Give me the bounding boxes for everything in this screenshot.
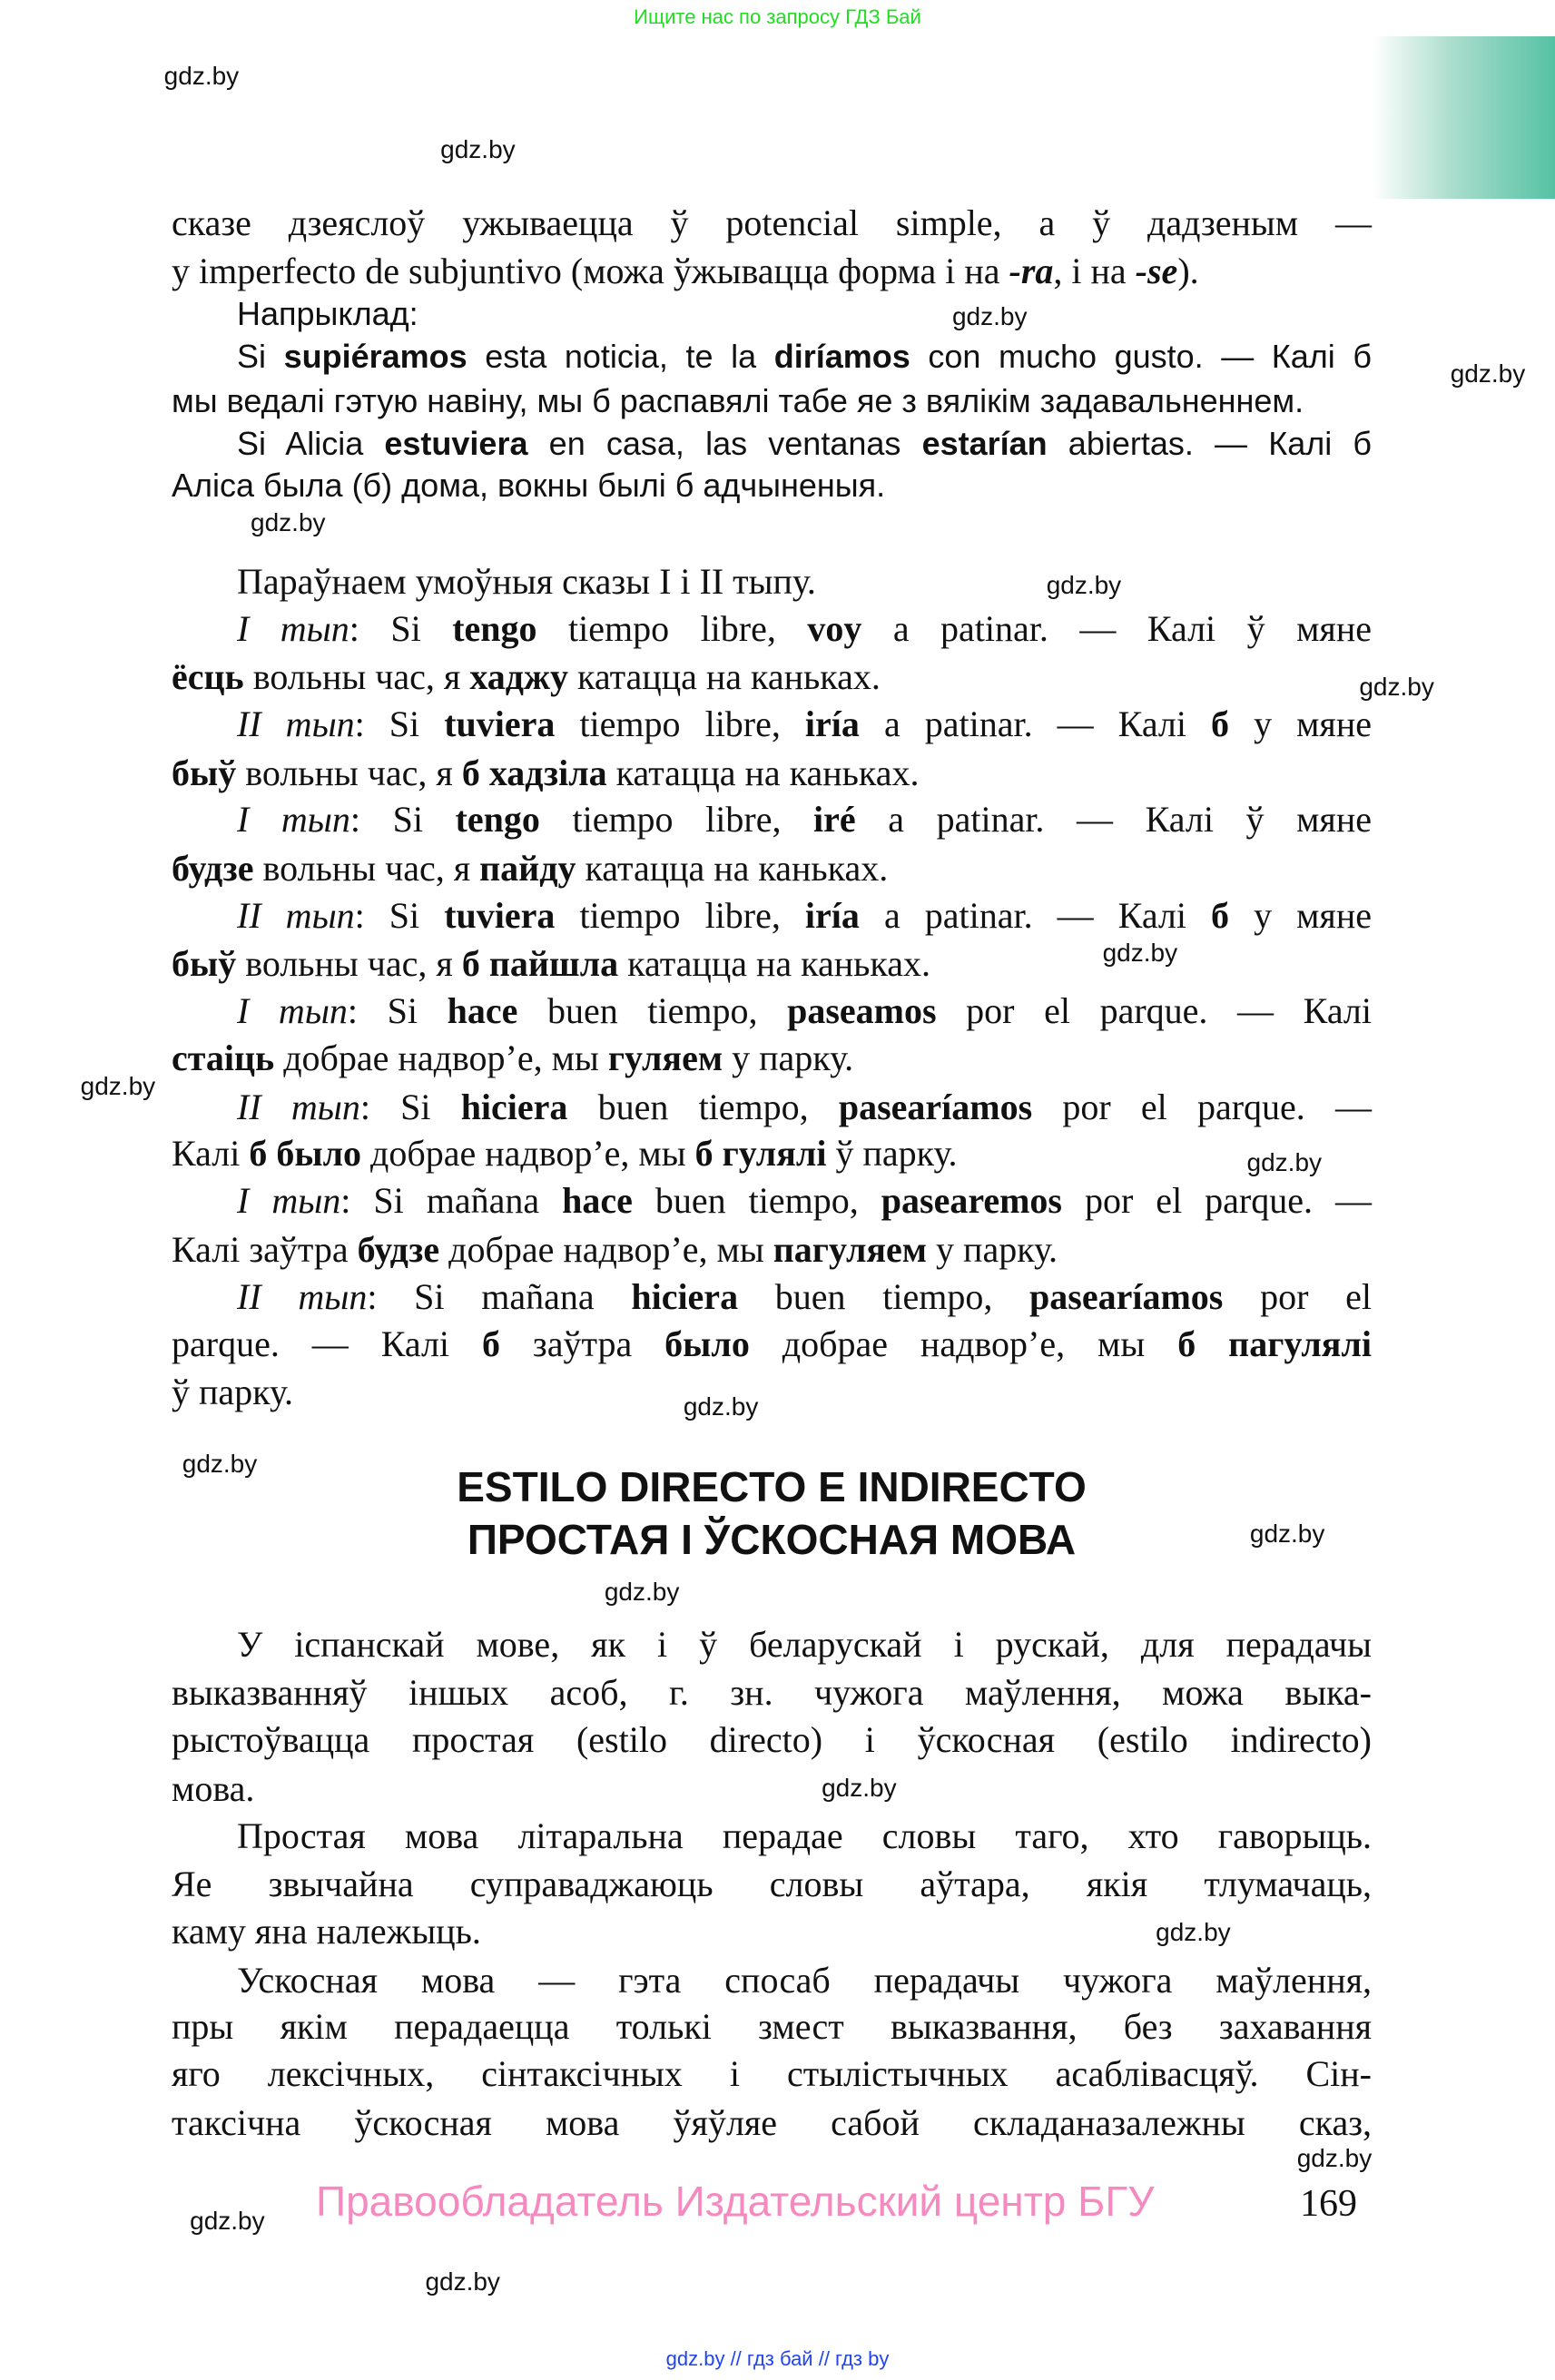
text-run: каму яна належыць. [172, 1911, 481, 1952]
text-line [172, 1621, 1372, 1668]
bold-text: supiéramos [283, 338, 467, 376]
text-line [172, 1130, 1372, 1177]
bold-text: voy [807, 607, 862, 649]
bold-text: будзе [357, 1228, 440, 1270]
watermark: gdz.by [1246, 1147, 1323, 1176]
text-line [172, 1084, 1372, 1131]
text-line [172, 200, 1372, 247]
watermark: gdz.by [1359, 672, 1434, 701]
text-run: ў парку. [826, 1133, 958, 1175]
watermark: gdz.by [1156, 1917, 1231, 1946]
text-line [172, 654, 1372, 701]
bold-text: diríamos [773, 338, 910, 376]
text-run: buen tiempo, [567, 1086, 839, 1127]
text-line [172, 1369, 1372, 1416]
text-line [172, 1861, 1372, 1908]
watermark: gdz.by [190, 2206, 265, 2235]
bold-text: б хадзіла [461, 752, 607, 793]
text-run: por el parque. — Калі [936, 990, 1372, 1032]
text-run: таксічна ўскосная мова ўяўляе сабой складаназалежны сказ, [172, 2101, 1372, 2143]
watermark: gdz.by [1046, 570, 1122, 599]
text-run: яго лексічных, сінтаксічных і стылістычных асаблівасцяў. Сін- [172, 2053, 1372, 2095]
text-line [172, 845, 1372, 892]
text-run: вольны час, я [243, 656, 470, 698]
bold-text: tengo [455, 799, 540, 841]
text-line [172, 558, 1372, 605]
text-line [172, 2003, 1372, 2051]
bold-text: tengo [452, 607, 537, 649]
bold-text: б пагулялі [1177, 1323, 1372, 1364]
text-run: : Si [354, 894, 445, 936]
text-run: у мяне [1229, 894, 1372, 936]
text-run: ). [1177, 251, 1199, 292]
bold-text: гуляем [607, 1038, 723, 1079]
bold-text: пагуляем [773, 1228, 928, 1270]
text-line [172, 1226, 1372, 1274]
rights-holder-notice: Правообладатель Издательский центр БГУ [316, 2178, 1155, 2225]
text-run: Напрыклад: [237, 295, 418, 333]
text-run: заўтра [499, 1323, 665, 1364]
watermark: gdz.by [182, 1450, 258, 1479]
text-line [172, 1177, 1372, 1224]
text-run: : Si [349, 799, 456, 841]
text-run: tiempo libre, [536, 607, 808, 649]
text-run: Калі заўтра [172, 1228, 358, 1270]
text-run: a patinar. — Калі [859, 894, 1212, 936]
text-run: tiempo libre, [539, 799, 814, 841]
text-line [172, 1321, 1372, 1368]
page-number: 169 [1300, 2183, 1357, 2225]
text-line [172, 2100, 1372, 2147]
bold-italic-text: -se [1135, 251, 1178, 292]
text-run: buen tiempo, [632, 1180, 881, 1222]
italic-text: I тып [237, 799, 350, 841]
text-line [172, 248, 1372, 295]
text-run: tiempo libre, [555, 703, 805, 745]
bold-text: было [664, 1323, 750, 1364]
bold-text: hace [447, 990, 518, 1032]
bold-text: tuviera [444, 703, 556, 745]
bold-text: hace [562, 1180, 633, 1222]
text-run: por el [1223, 1275, 1372, 1317]
bold-text: pasearíamos [1029, 1275, 1224, 1317]
watermark: gdz.by [80, 1071, 156, 1100]
text-run: Яе звычайна суправаджаюць словы аўтара, якія тлумачаць, [172, 1864, 1372, 1905]
text-run: : Si [347, 990, 448, 1032]
text-line [172, 892, 1372, 939]
watermark: gdz.by [822, 1773, 897, 1802]
bold-text: hiciera [460, 1086, 568, 1127]
bold-text: б пайшла [461, 943, 619, 985]
text-run: abiertas. — Калі б [1047, 424, 1372, 462]
text-run: buen tiempo, [517, 990, 788, 1032]
text-line [172, 378, 1372, 425]
bold-text: хаджу [469, 656, 569, 698]
text-run: рыстоўвацца простая (estilo directo) і ўскосная (estilo indirecto) [172, 1719, 1372, 1761]
bold-text: быў [172, 943, 237, 985]
text-run: вольны час, я [236, 943, 462, 985]
page-corner-decoration [1373, 36, 1555, 199]
text-run: мова. [172, 1767, 255, 1809]
text-run: вольны час, я [253, 847, 480, 889]
text-run: Si [237, 338, 284, 376]
text-line [172, 750, 1372, 797]
bold-text: pasearíamos [838, 1086, 1033, 1127]
text-line [172, 462, 1372, 509]
text-run: Калі [172, 1133, 250, 1175]
text-run: катацца на каньках. [576, 847, 889, 889]
watermark: gdz.by [425, 2267, 500, 2296]
text-line [172, 605, 1372, 653]
bold-text: будзе [172, 847, 254, 889]
text-run: добрае надвор’е, мы [361, 1133, 695, 1175]
text-run: : Si mañana [340, 1180, 563, 1222]
text-run: , і на [1053, 251, 1136, 292]
bold-text: estarían [921, 424, 1048, 462]
text-run: у парку. [927, 1228, 1058, 1270]
bold-text: б было [249, 1133, 362, 1175]
bold-text: pasearemos [881, 1180, 1062, 1222]
watermark: gdz.by [1249, 1519, 1325, 1549]
text-run: con mucho gusto. — Калі б [910, 338, 1373, 376]
watermark: gdz.by [683, 1392, 759, 1421]
bold-text: hiciera [631, 1275, 739, 1317]
text-line [172, 940, 1372, 988]
text-line [172, 1035, 1372, 1082]
bold-text: tuviera [444, 894, 556, 936]
watermark: gdz.by [163, 62, 240, 91]
text-run: у мяне [1229, 703, 1372, 745]
text-run: parque. — Калі [172, 1323, 482, 1364]
bold-text: iré [813, 799, 856, 841]
text-run: a patinar. — Калі ў мяне [855, 799, 1372, 841]
text-run: выказванняў іншых асоб, г. зн. чужога маўлення, можа выка- [172, 1672, 1372, 1714]
bold-text: быў [172, 752, 237, 793]
text-line [172, 796, 1372, 843]
section-heading-spanish: ESTILO DIRECTO E INDIRECTO [457, 1463, 1087, 1510]
text-run: en casa, las ventanas [527, 424, 922, 462]
text-run: катацца на каньках. [606, 752, 920, 793]
text-run: : Si [354, 703, 445, 745]
text-line [172, 2051, 1372, 2098]
bold-text: ёсць [172, 656, 244, 698]
italic-text: I тып [237, 990, 348, 1032]
bold-text: б [1211, 894, 1230, 936]
text-run: добрае надвор’е, мы [749, 1323, 1178, 1364]
text-run: : Si mañana [367, 1275, 632, 1317]
italic-text: II тып [237, 1275, 368, 1317]
text-line [172, 1957, 1372, 2004]
bold-text: iría [804, 703, 860, 745]
bold-italic-text: -ra [1009, 251, 1054, 292]
text-line [172, 701, 1372, 748]
text-run: ў парку. [172, 1372, 294, 1413]
text-run: Простая мова літаральна перадае словы таго, хто гаворыць. [237, 1815, 1372, 1856]
bold-text: б [1211, 703, 1230, 745]
text-line [172, 1669, 1372, 1716]
text-run: У іспанскай мове, як і ў беларускай і рускай, для перадачы [237, 1623, 1372, 1665]
text-run: Si Alicia [237, 424, 385, 462]
watermark: gdz.by [1102, 938, 1178, 967]
text-run: por el parque. — [1062, 1180, 1372, 1222]
watermark: gdz.by [440, 134, 516, 163]
italic-text: II тып [237, 894, 355, 936]
bold-text: iría [804, 894, 860, 936]
italic-text: I тып [237, 1180, 341, 1222]
text-line [172, 1813, 1372, 1860]
bold-text: стаіць [172, 1038, 275, 1079]
watermark: gdz.by [1450, 359, 1526, 388]
bold-text: estuviera [384, 424, 528, 462]
watermark: gdz.by [1296, 2144, 1373, 2172]
bold-text: б гулялі [694, 1133, 827, 1175]
text-run: buen tiempo, [738, 1275, 1030, 1317]
search-hint-banner: Ищите нас по запросу ГДЗ Бай [634, 5, 921, 28]
text-line [172, 1765, 1372, 1813]
text-run: a patinar. — Калі [859, 703, 1212, 745]
italic-text: II тып [237, 1086, 360, 1127]
text-run: вольны час, я [236, 752, 462, 793]
text-line [172, 333, 1372, 380]
text-run: у парку. [723, 1038, 854, 1079]
text-run: Аліса была (б) дома, вокны былі б адчыненыя. [172, 467, 886, 505]
bold-text: пайду [479, 847, 576, 889]
text-run: Параўнаем умоўныя сказы I і II тыпу. [237, 560, 816, 602]
bold-text: б [481, 1323, 500, 1364]
section-heading-belarusian: ПРОСТАЯ І ЎСКОСНАЯ МОВА [467, 1516, 1077, 1563]
text-line [172, 1716, 1372, 1764]
text-line [172, 988, 1372, 1035]
text-run: катацца на каньках. [618, 943, 930, 985]
text-run: tiempo libre, [555, 894, 805, 936]
text-run: пры якім перадаецца толькі змест выказвання, без захавання [172, 2006, 1372, 2048]
text-run: добрае надвор’е, мы [274, 1038, 608, 1079]
text-line [172, 1274, 1372, 1321]
text-run: добрае надвор’е, мы [439, 1228, 773, 1270]
text-run: у imperfecto de subjuntivo (можа ўжывацца форма і на [172, 251, 1009, 292]
watermark: gdz.by [951, 301, 1028, 330]
watermark: gdz.by [251, 508, 326, 537]
italic-text: I тып [237, 607, 349, 649]
text-run: esta noticia, te la [467, 338, 774, 376]
text-run: сказе дзеяслоў ужываецца ў potencial simple, а ў дадзеным — [172, 202, 1372, 243]
text-run: a patinar. — Калі ў мяне [861, 607, 1372, 649]
italic-text: II тып [237, 703, 355, 745]
text-run: мы ведалі гэтую навіну, мы б распавялі табе яе з вялікім задавальненнем. [172, 381, 1304, 419]
text-line [172, 420, 1372, 467]
text-run: : Si [349, 607, 453, 649]
site-links-footer[interactable]: gdz.by // гдз бай // гдз by [665, 2347, 890, 2370]
text-run: : Si [359, 1086, 461, 1127]
text-run: Ускосная мова — гэта спосаб перадачы чужога маўлення, [237, 1959, 1372, 2001]
bold-text: paseamos [787, 990, 937, 1032]
text-run: por el parque. — [1032, 1086, 1372, 1127]
text-run: катацца на каньках. [568, 656, 881, 698]
text-line [172, 290, 1372, 338]
watermark: gdz.by [604, 1577, 680, 1606]
